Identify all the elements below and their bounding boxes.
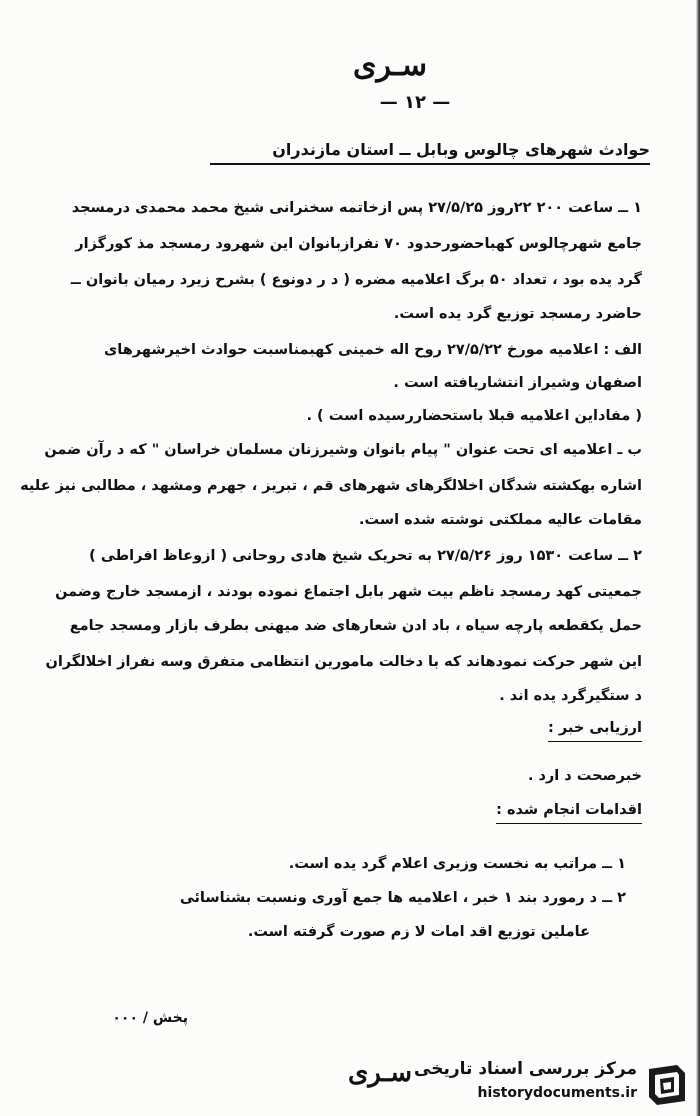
watermark-url: historydocuments.ir [477, 1085, 637, 1101]
section-2-line-3: حمل یکقطعه پارچه سیاه ، باد ادن شعارهای ضد میهنی بطرف بازار ومسجد جامع [69, 618, 642, 634]
item-alef-note: ( مفاداین اعلامیه قبلا باستحضاررسیده است ) . [306, 408, 642, 424]
item-be-line-2: اشاره بهکشته شدگان اخلالگرهای شهرهای قم ، تبریز ، جهرم ومشهد ، مطالبی نیز علیه [20, 478, 642, 494]
action-item-1: ۱ ــ مراتب به نخست وزیری اعلام گرد یده است. [288, 856, 626, 872]
document-title: حوادث شهرهای چالوس وبابل ــ استان مازندران [210, 140, 650, 165]
assessment-heading: ارزیابی خبر : [548, 718, 642, 742]
item-alef-line-1: الف : اعلامیه مورخ ۲۷/۵/۲۲ روح اله خمینی کهبمناسبت حوادث اخیرشهرهای [103, 342, 642, 358]
item-be-line-1: ب ـ اعلامیه ای تحت عنوان " پیام بانوان وشیرزنان مسلمان خراسان " که د رآن ضمن [44, 442, 642, 458]
section-2-line-1: ۲ ــ ساعت ۱۵۳۰ روز ۲۷/۵/۲۶ به تحریک شیخ هادی روحانی ( ازوعاظ افراطی ) [89, 548, 642, 564]
action-item-2-continued: عاملین توزیع اقد امات لا زم صورت گرفته است. [247, 924, 590, 940]
page-edge-shadow [696, 0, 700, 1116]
body-line-3: گرد یده بود ، تعداد ۵۰ برگ اعلامیه مضره ( د ر دونوع ) بشرح زیرد رمیان بانوان ــ [70, 272, 642, 288]
classification-footer: سـری [347, 1058, 413, 1088]
body-line-1: ۱ ــ ساعت ۲۰۰ ۲۲روز ۲۷/۵/۲۵ پس ازخاتمه سخنرانی شیخ محمد محمدی درمسجد [71, 200, 642, 216]
item-be-line-3: مقامات عالیه مملکتی نوشته شده است. [358, 512, 642, 528]
actions-heading: اقدامات انجام شده : [496, 800, 642, 824]
section-2-line-5: د ستگیرگرد یده اند . [499, 688, 642, 704]
item-alef-line-2: اصفهان وشیراز انتشاریافته است . [393, 375, 642, 391]
assessment-text: خبرصحت د ارد . [527, 768, 642, 784]
archive-logo-icon [643, 1061, 691, 1107]
watermark-title: مرکز بررسی اسناد تاریخی [414, 1059, 637, 1079]
action-item-2: ۲ ــ د رمورد بند ۱ خبر ، اعلامیه ها جمع آوری ونسبت بشناسائی [179, 890, 626, 906]
classification-header: سـری [353, 48, 427, 83]
section-2-line-2: جمعیتی کهد رمسجد ناظم بیت شهر بابل اجتماع نموده بودند ، ازمسجد خارج وضمن [55, 584, 642, 600]
distribution-note: پخش / ۰۰۰ [112, 1010, 188, 1026]
body-line-4: حاضرد رمسجد توزیع گرد یده است. [393, 306, 642, 322]
page-number: — ۱۲ — [379, 92, 451, 113]
body-line-2: جامع شهرچالوس کهباحضورحدود ۷۰ نفرازبانوان این شهرود رمسجد مذ کورگزار [75, 236, 642, 252]
archive-watermark [414, 1055, 697, 1113]
section-2-line-4: این شهر حرکت نمودهاند که با دخالت مامورین انتظامی متفرق وسه نفراز اخلالگران [45, 654, 642, 670]
